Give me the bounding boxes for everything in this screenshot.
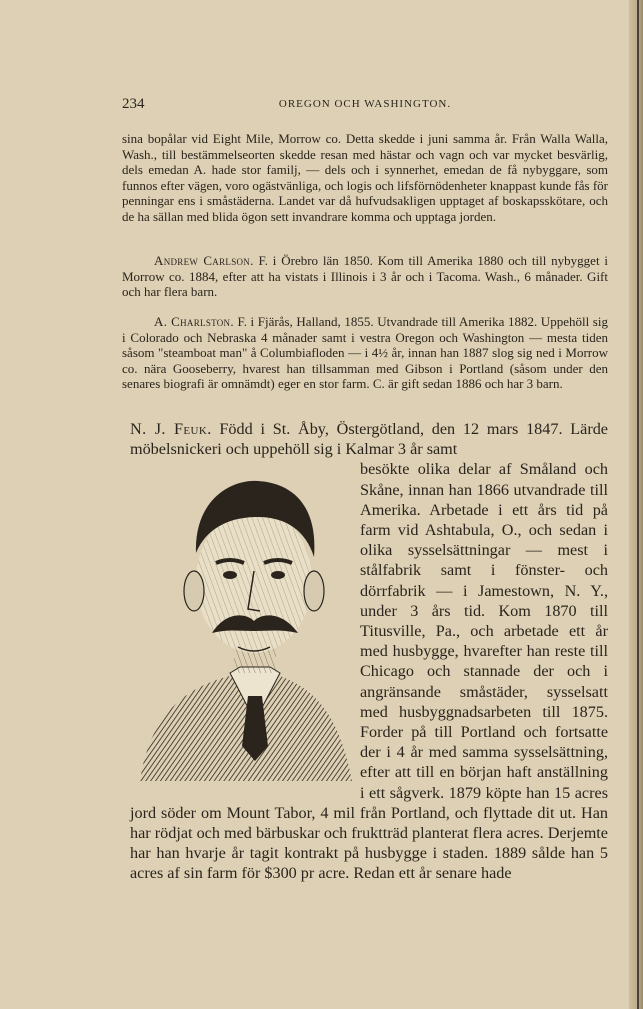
entry-a-charlston (122, 314, 608, 392)
entry-text: F. i Fjärås, Halland, 1855. Utvandrade till Amerika 1882. Uppehöll sig i Colorado och Nebraska 4 månader samt i vestra Oregon och Washington — mesta tiden såsom "steamboat man" å Columbiafloden — i 4½ år, innan han 1887 slog sig ned i Morrow co. nära Gooseberry, hvarest han tillsamman med Gibson i Portland (såsom under den senares biografi är omnämdt) eger en stor farm. C. är gift sedan 1886 och har 3 barn. (122, 314, 608, 391)
entry-n-j-feuk (130, 419, 608, 884)
entry-text-opening: Född i St. Åby, Östergötland, den 12 mars 1847. Lärde möbelsnickeri och uppehöll sig i Kalmar 3 år samt (130, 420, 608, 459)
entry-text: F. i Örebro län 1850. Kom till Amerika 1880 och till nybygget i Morrow co. 1884, efter att ha vistats i Illinois i 3 år och i Tacoma. Wash., 6 månader. Gift och har flera barn. (122, 253, 609, 299)
entry-name: Andrew Carlson. (154, 253, 254, 268)
portrait-svg (130, 461, 354, 791)
portrait-engraving (130, 461, 354, 791)
page-number: 234 (122, 96, 145, 112)
running-head (122, 96, 608, 116)
entry-text-wrapped: besökte olika delar af Småland och Skåne, innan han 1866 utvandrade till Amerika. Arbetade i ett års tid på farm vid Ashtabula, O., och sedan i olika sysselsättningar — mest i stålfabrik samt i fönster- och dörrfabrik — i Jamestown, N. Y., under 3 års tid. Kom 1870 till Titusville, Pa., och arbetade ett år med husbygge, hvarefter han reste till Chicago och stannade der och i angränsande småstäder, sysselsatt med husbyggnadsarbeten till 1875. Forder på till Portland och fortsatte der i 4 år med samma sysselsättning, efter att till en början haft anställning i ett sågverk. 1879 köpte han 15 acres jord söder om Mount Tabor, 4 mil från Portland, och flyttade dit ut. Han har rödjat och med bärbuskar och fruktträd planterat flera acres. Derjemte har han hvarje år tagit kontrakt på husbygge i staden. 1889 sålde han 5 acres af sin farm för $300 pr acre. Redan ett år senare hade (130, 460, 608, 883)
page-edge-line (637, 0, 639, 1009)
entry-andrew-carlson (122, 253, 608, 300)
entry-text: sina bopålar vid Eight Mile, Morrow co. Detta skedde i juni samma år. Från Walla Walla, Wash., till bestämmelseorten skedde resan med hästar och vagn och var mycket besvärlig, dels emedan A. hade stor familj, — dels och i synnerhet, emedan de få nybyggare, som funnos efter vägen, voro ogästvänliga, och logis och lifsförnödenheter knappast kunde fås för penningar ens i småstäderna. Landet var då hufvudsakligen upptaget af boskapsskötare, och de ha sällan med blida ögon sett invandrare komma och upptaga jorden. (122, 131, 608, 224)
entry-name: A. Charlston. (154, 314, 234, 329)
running-title: OREGON OCH WASHINGTON. (278, 98, 452, 110)
entry-continuation (122, 131, 608, 224)
page-edge (629, 0, 643, 1009)
entry-name: N. J. Feuk. (130, 420, 212, 438)
feuk-opening (130, 419, 608, 459)
